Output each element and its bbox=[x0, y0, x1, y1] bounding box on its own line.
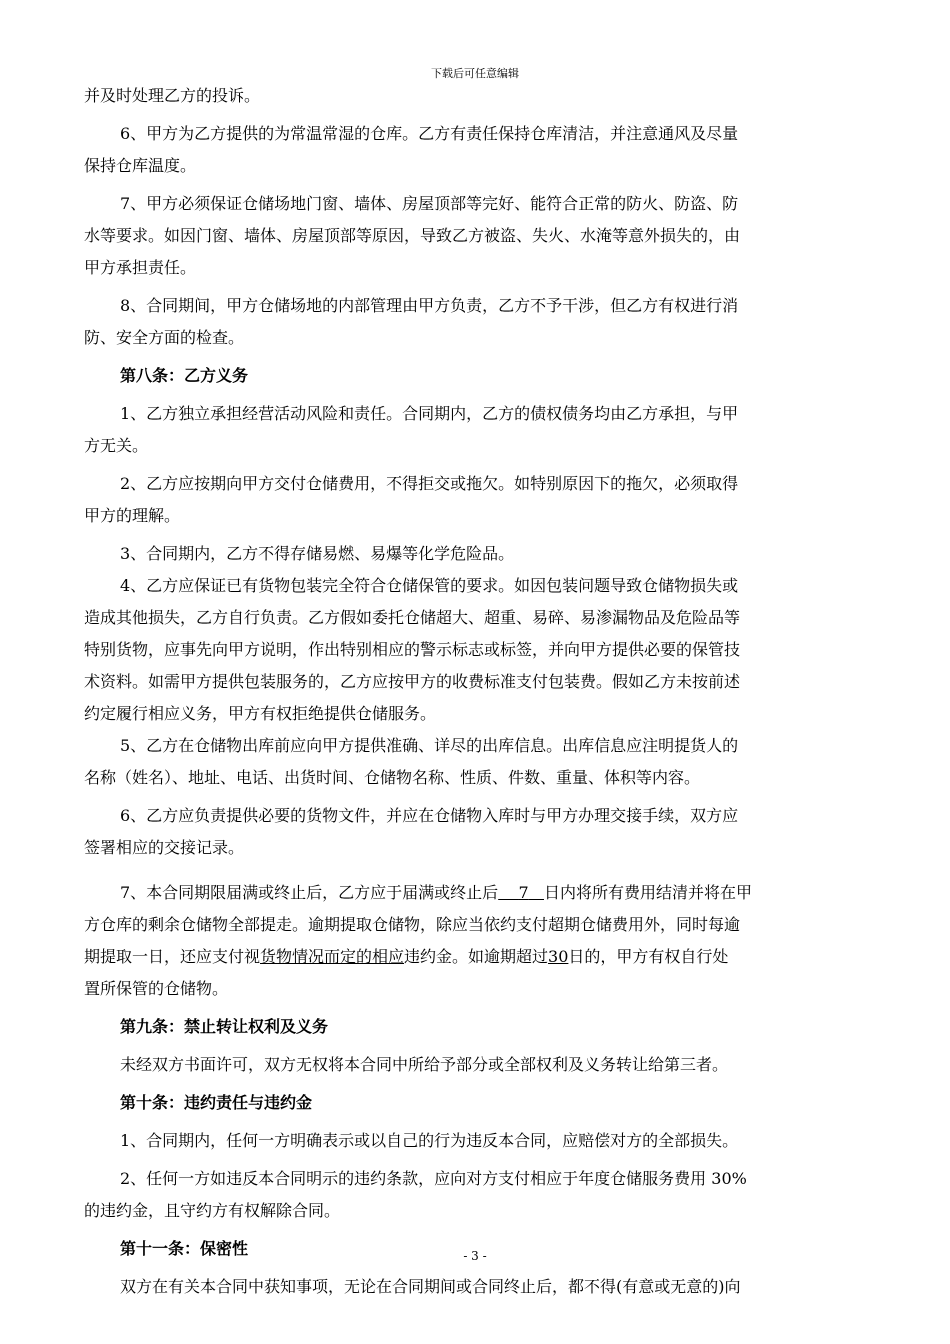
text-line: 6、甲方为乙方提供的为常温常湿的仓库。乙方有责任保持仓库清洁，并注意通风及尽量 bbox=[120, 124, 739, 143]
text-line: 未经双方书面许可，双方无权将本合同中所给予部分或全部权利及义务转让给第三者。 bbox=[120, 1055, 729, 1074]
text-line: 8、合同期间，甲方仓储场地的内部管理由甲方负责，乙方不予干涉，但乙方有权进行消 bbox=[120, 296, 739, 315]
paragraph bbox=[84, 290, 868, 354]
paragraph bbox=[84, 800, 868, 864]
text-line: 5、乙方在仓储物出库前应向甲方提供准确、详尽的出库信息。出库信息应注明提货人的 bbox=[120, 736, 739, 755]
text-line: 4、乙方应保证已有货物包装完全符合仓储保管的要求。如因包装问题导致仓储物损失或 bbox=[120, 576, 739, 595]
paragraph bbox=[84, 1163, 868, 1227]
text-line: 7、本合同期限届满或终止后，乙方应于届满或终止后 7 日内将所有费用结清并将在甲 bbox=[120, 883, 752, 902]
text-line: 并及时处理乙方的投诉。 bbox=[84, 86, 261, 105]
paragraph bbox=[84, 538, 868, 570]
paragraph bbox=[84, 468, 868, 532]
text-line: 第十一条：保密性 bbox=[120, 1239, 249, 1258]
text-line: 甲方承担责任。 bbox=[84, 258, 197, 277]
text-line: 期提取一日，还应支付视货物情况而定的相应违约金。如逾期超过30日的，甲方有权自行处 bbox=[84, 947, 729, 966]
underlined-phrase: 货物情况而定的相应 bbox=[260, 947, 405, 966]
text-line: 保持仓库温度。 bbox=[84, 156, 197, 175]
text-line: 特别货物，应事先向甲方说明，作出特别相应的警示标志或标签，并向甲方提供必要的保管技 bbox=[84, 640, 741, 659]
text-line: 2、乙方应按期向甲方交付仓储费用，不得拒交或拖欠。如特别原因下的拖欠，必须取得 bbox=[120, 474, 739, 493]
text-line: 1、乙方独立承担经营活动风险和责任。合同期内，乙方的债权债务均由乙方承担，与甲 bbox=[120, 404, 739, 423]
paragraph bbox=[84, 1271, 868, 1303]
paragraph bbox=[84, 188, 868, 284]
text-line: 约定履行相应义务，甲方有权拒绝提供仓储服务。 bbox=[84, 704, 437, 723]
text-line: 第八条：乙方义务 bbox=[120, 366, 249, 385]
page-header: 下载后可任意编辑 bbox=[431, 67, 519, 80]
paragraph bbox=[84, 118, 868, 182]
text-line: 造成其他损失，乙方自行负责。乙方假如委托仓储超大、超重、易碎、易渗漏物品及危险品等 bbox=[84, 608, 741, 627]
text-line: 方仓库的剩余仓储物全部提走。逾期提取仓储物，除应当依约支付超期仓储费用外，同时每逾 bbox=[84, 915, 741, 934]
text-line: 防、安全方面的检查。 bbox=[84, 328, 245, 347]
paragraph bbox=[84, 1049, 868, 1081]
document-body bbox=[84, 80, 868, 1303]
text-line: 1、合同期内，任何一方明确表示或以自己的行为违反本合同，应赔偿对方的全部损失。 bbox=[120, 1131, 739, 1150]
paragraph bbox=[84, 80, 868, 112]
text-line: 2、任何一方如违反本合同明示的违约条款，应向对方支付相应于年度仓储服务费用 30% bbox=[120, 1169, 747, 1188]
text-line: 第九条：禁止转让权利及义务 bbox=[120, 1017, 329, 1036]
paragraph bbox=[84, 570, 868, 730]
section-heading bbox=[84, 360, 868, 392]
text-line: 术资料。如需甲方提供包装服务的，乙方应按甲方的收费标准支付包装费。假如乙方未按前述 bbox=[84, 672, 741, 691]
days-blank: 7 bbox=[518, 883, 529, 902]
paragraph bbox=[84, 877, 868, 1005]
text-line: 7、甲方必须保证仓储场地门窗、墙体、房屋顶部等完好、能符合正常的防火、防盗、防 bbox=[120, 194, 739, 213]
text-line: 3、合同期内，乙方不得存储易燃、易爆等化学危险品。 bbox=[120, 544, 515, 563]
paragraph bbox=[84, 398, 868, 462]
page-number: - 3 - bbox=[463, 1249, 487, 1263]
text-line: 名称（姓名）、地址、电话、出货时间、仓储物名称、性质、件数、重量、体积等内容。 bbox=[84, 768, 701, 787]
section-heading bbox=[84, 1087, 868, 1119]
paragraph bbox=[84, 730, 868, 794]
paragraph bbox=[84, 1125, 868, 1157]
overdue-days-blank: 30 bbox=[548, 947, 569, 966]
text-line: 甲方的理解。 bbox=[84, 506, 181, 525]
text-line: 6、乙方应负责提供必要的货物文件，并应在仓储物入库时与甲方办理交接手续，双方应 bbox=[120, 806, 739, 825]
text-line: 签署相应的交接记录。 bbox=[84, 838, 245, 857]
text-line: 第十条：违约责任与违约金 bbox=[120, 1093, 313, 1112]
text-line: 双方在有关本合同中获知事项，无论在合同期间或合同终止后，都不得(有意或无意的)向 bbox=[120, 1277, 741, 1296]
text-line: 方无关。 bbox=[84, 436, 149, 455]
text-line: 置所保管的仓储物。 bbox=[84, 979, 229, 998]
text-line: 水等要求。如因门窗、墙体、房屋顶部等原因，导致乙方被盗、失火、水淹等意外损失的，由 bbox=[84, 226, 741, 245]
text-line: 的违约金，且守约方有权解除合同。 bbox=[84, 1201, 341, 1220]
section-heading bbox=[84, 1011, 868, 1043]
